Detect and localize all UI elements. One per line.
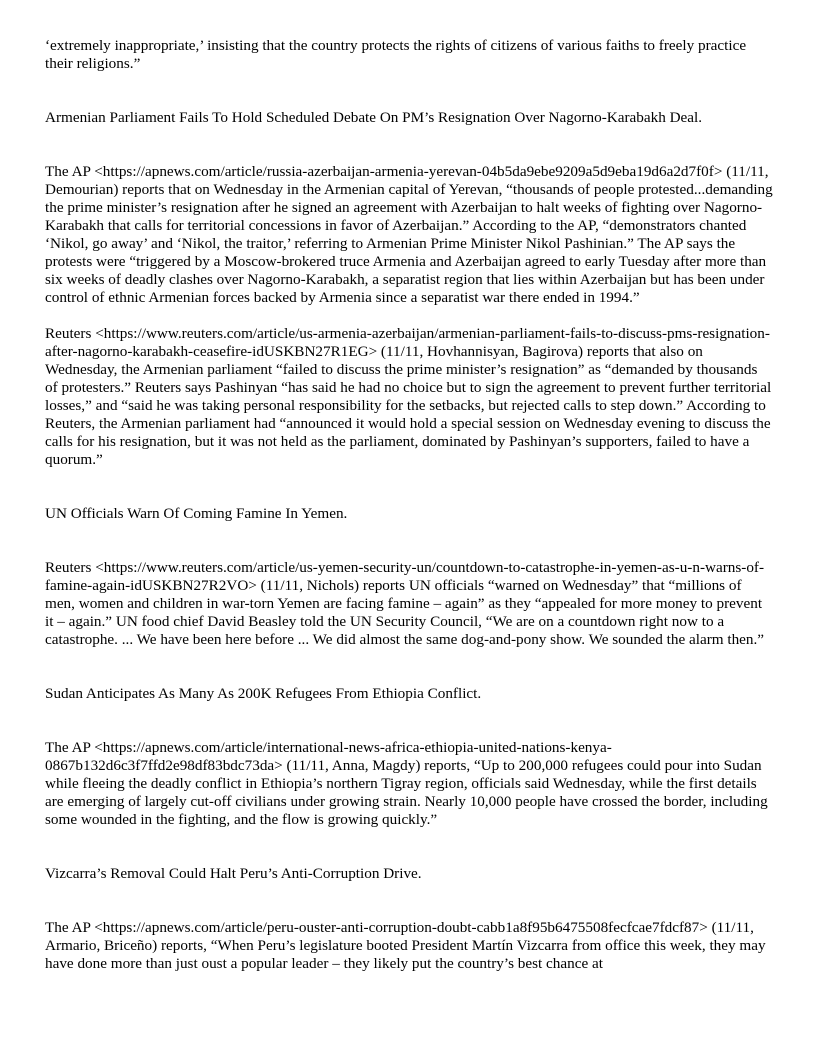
headline: Vizcarra’s Removal Could Halt Peru’s Anti-Corruption Drive. — [45, 865, 422, 882]
article-paragraph: The AP <https://apnews.com/article/peru-ouster-anti-corruption-doubt-cabb1a8f95b6475508fecfcae7fdcf87> (11/11, Armario, Briceño) reports, “When Peru’s legislature booted President Martín Vizcarra from office this week, they may have done more than just oust a popular leader – they likely put the country’s best chance at — [45, 919, 766, 972]
spacer — [45, 703, 773, 739]
spacer — [45, 127, 773, 163]
spacer — [45, 829, 773, 865]
spacer — [45, 649, 773, 685]
article-paragraph: The AP <https://apnews.com/article/international-news-africa-ethiopia-united-nations-kenya-0867b132d6c3f7ffd2e98df83bdc73da> (11/11, Anna, Magdy) reports, “Up to 200,000 refugees could pour into Sudan while fleeing the deadly conflict in Ethiopia’s northern Tigray region, officials said Wednesday, while the first details are emerging of largely cut-off civilians under growing strain. Nearly 10,000 people have crossed the border, including some wounded in the fighting, and the flow is growing quickly.” — [45, 739, 768, 828]
spacer — [45, 523, 773, 559]
spacer — [45, 73, 773, 109]
continuation-paragraph: ‘extremely inappropriate,’ insisting that the country protects the rights of citizens of various faiths to freely practice their religions.” — [45, 37, 747, 72]
article-paragraph: Reuters <https://www.reuters.com/article/us-armenia-azerbaijan/armenian-parliament-fails-to-discuss-pms-resignation-after-nagorno-karabakh-ceasefire-idUSKBN27R1EG> (11/11, Hovhannisyan, Bagirova) reports that also on Wednesday, the Armenian parliament “failed to discuss the prime minister’s resignation” as “demanded by thousands of protesters.” Reuters says Pashinyan “has said he had no choice but to sign the agreement to prevent further territorial losses,” and “said he was taking personal responsibility for the setbacks, but rejected calls to step down.” According to Reuters, the Armenian parliament had “announced it would hold a special session on Wednesday evening to discuss the calls for his resignation, but it was not held as the parliament, dominated by Pashinyan’s supporters, failed to have a quorum.” — [45, 325, 772, 468]
spacer — [45, 883, 773, 919]
article-paragraph: Reuters <https://www.reuters.com/article/us-yemen-security-un/countdown-to-catastrophe-in-yemen-as-u-n-warns-of-famine-again-idUSKBN27R2VO> (11/11, Nichols) reports UN officials “warned on Wednesday” that “millions of men, women and children in war-torn Yemen are facing famine – again” as they “appealed for more money to prevent it – again.” UN food chief David Beasley told the UN Security Council, “We are on a countdown right now to a catastrophe. ... We have been here before ... We did almost the same dog-and-pony show. We sounded the alarm then.” — [45, 559, 765, 648]
document-page — [45, 37, 773, 973]
spacer — [45, 307, 773, 325]
headline: UN Officials Warn Of Coming Famine In Yemen. — [45, 505, 348, 522]
headline: Armenian Parliament Fails To Hold Scheduled Debate On PM’s Resignation Over Nagorno-Karabakh Deal. — [45, 109, 703, 126]
article-paragraph: The AP <https://apnews.com/article/russia-azerbaijan-armenia-yerevan-04b5da9ebe9209a5d9eba19d6a2d7f0f> (11/11, Demourian) reports that on Wednesday in the Armenian capital of Yerevan, “thousands of people protested...demanding the prime minister’s resignation after he signed an agreement with Azerbaijan to halt weeks of fighting over Nagorno-Karabakh that calls for territorial concessions in favor of Azerbaijan.” According to the AP, “demonstrators chanted ‘Nikol, go away’ and ‘Nikol, the traitor,’ referring to Armenian Prime Minister Nikol Pashinian.” The AP says the protests were “triggered by a Moscow-brokered truce Armenia and Azerbaijan agreed to early Tuesday after more than six weeks of deadly clashes over Nagorno-Karabakh, a separatist region that lies within Azerbaijan but has been under control of ethnic Armenian forces backed by Armenia since a separatist war there ended in 1994.” — [45, 163, 773, 306]
spacer — [45, 469, 773, 505]
headline: Sudan Anticipates As Many As 200K Refugees From Ethiopia Conflict. — [45, 685, 482, 702]
